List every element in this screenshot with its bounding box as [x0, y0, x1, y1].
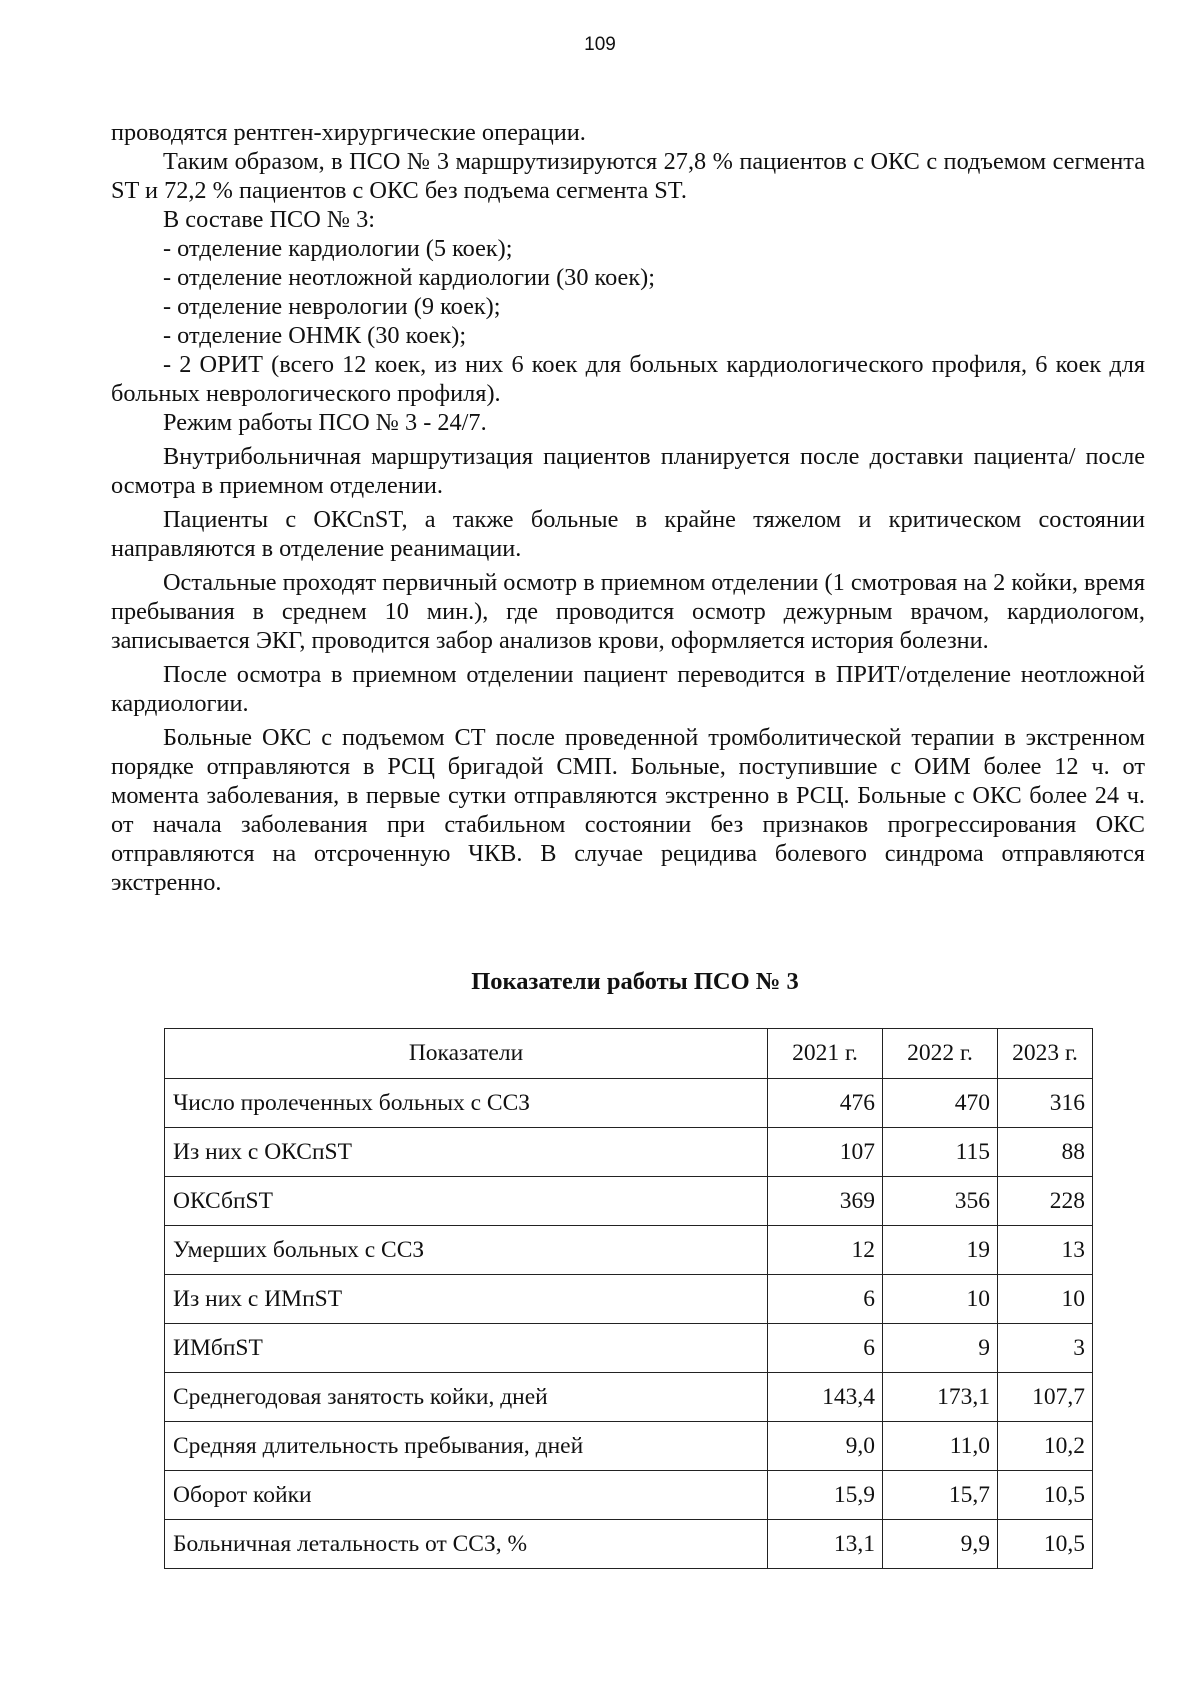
- cell-2023: 3: [998, 1324, 1093, 1373]
- cell-2023: 10,2: [998, 1422, 1093, 1471]
- paragraph: Больные ОКС с подъемом СТ после проведенной тромболитической терапии в экстренном порядке отправляются в РСЦ бригадой СМП. Больные, поступившие с ОИМ более 12 ч. от момента заболевания, в первые сутки отправляются экстренно в РСЦ. Больные с ОКС более 24 ч. от начала заболевания при стабильном состоянии без признаков прогрессирования ОКС отправляются на отсроченную ЧКВ. В случае рецидива болевого синдрома отправляются экстренно.: [111, 724, 1145, 896]
- cell-2023: 107,7: [998, 1373, 1093, 1422]
- row-label: Из них с ОКСпST: [165, 1128, 768, 1177]
- cell-2021: 13,1: [768, 1520, 883, 1569]
- header-2022: 2022 г.: [883, 1029, 998, 1079]
- table-row: [165, 1324, 1093, 1373]
- row-label: Умерших больных с ССЗ: [165, 1226, 768, 1275]
- cell-2021: 15,9: [768, 1471, 883, 1520]
- row-label: Больничная летальность от ССЗ, %: [165, 1520, 768, 1569]
- header-2023: 2023 г.: [998, 1029, 1093, 1079]
- list-item: - отделение неврологии (9 коек);: [163, 293, 501, 320]
- cell-2022: 11,0: [883, 1422, 998, 1471]
- paragraph: После осмотра в приемном отделении пациент переводится в ПРИТ/отделение неотложной кардиологии.: [111, 661, 1145, 717]
- row-label: ОКСбпST: [165, 1177, 768, 1226]
- table-row: [165, 1226, 1093, 1275]
- cell-2021: 476: [768, 1079, 883, 1128]
- row-label: Оборот койки: [165, 1471, 768, 1520]
- cell-2023: 228: [998, 1177, 1093, 1226]
- cell-2023: 10: [998, 1275, 1093, 1324]
- cell-2022: 9: [883, 1324, 998, 1373]
- header-indicators: Показатели: [165, 1029, 768, 1079]
- paragraph: Режим работы ПСО № 3 - 24/7.: [163, 409, 487, 436]
- row-label: ИМбпST: [165, 1324, 768, 1373]
- table-row: [165, 1520, 1093, 1569]
- table-row: [165, 1471, 1093, 1520]
- cell-2021: 107: [768, 1128, 883, 1177]
- paragraph: Внутрибольничная маршрутизация пациентов планируется после доставки пациента/ после осмотра в приемном отделении.: [111, 443, 1145, 499]
- cell-2021: 143,4: [768, 1373, 883, 1422]
- cell-2022: 9,9: [883, 1520, 998, 1569]
- table-row: [165, 1128, 1093, 1177]
- paragraph: Остальные проходят первичный осмотр в приемном отделении (1 смотровая на 2 койки, время пребывания в среднем 10 мин.), где проводится осмотр дежурным врачом, кардиологом, записывается ЭКГ, проводится забор анализов крови, оформляется история болезни.: [111, 569, 1145, 654]
- table-header-row: [165, 1029, 1093, 1079]
- table-row: [165, 1275, 1093, 1324]
- cell-2022: 115: [883, 1128, 998, 1177]
- cell-2022: 356: [883, 1177, 998, 1226]
- cell-2021: 6: [768, 1324, 883, 1373]
- list-item: - отделение неотложной кардиологии (30 коек);: [163, 264, 655, 291]
- cell-2023: 88: [998, 1128, 1093, 1177]
- table-row: [165, 1177, 1093, 1226]
- paragraph: Таким образом, в ПСО № 3 маршрутизируются 27,8 % пациентов с ОКС с подъемом сегмента ST и 72,2 % пациентов с ОКС без подъема сегмента ST.: [111, 148, 1145, 204]
- cell-2022: 10: [883, 1275, 998, 1324]
- table-row: [165, 1422, 1093, 1471]
- cell-2022: 15,7: [883, 1471, 998, 1520]
- row-label: Среднегодовая занятость койки, дней: [165, 1373, 768, 1422]
- cell-2023: 10,5: [998, 1471, 1093, 1520]
- header-2021: 2021 г.: [768, 1029, 883, 1079]
- table-row: [165, 1373, 1093, 1422]
- list-item: - 2 ОРИТ (всего 12 коек, из них 6 коек для больных кардиологического профиля, 6 коек для больных неврологического профиля).: [111, 351, 1145, 407]
- paragraph: Пациенты с ОКСnST, а также больные в крайне тяжелом и критическом состоянии направляются в отделение реанимации.: [111, 506, 1145, 562]
- paragraph: проводятся рентген-хирургические операции.: [111, 119, 586, 146]
- page-number: 109: [584, 34, 616, 55]
- list-item: - отделение кардиологии (5 коек);: [163, 235, 513, 262]
- cell-2022: 173,1: [883, 1373, 998, 1422]
- cell-2021: 6: [768, 1275, 883, 1324]
- row-label: Из них с ИМпST: [165, 1275, 768, 1324]
- stats-table: [164, 1028, 1093, 1569]
- list-item: - отделение ОНМК (30 коек);: [163, 322, 467, 349]
- paragraph: В составе ПСО № 3:: [163, 206, 376, 233]
- cell-2021: 369: [768, 1177, 883, 1226]
- row-label: Средняя длительность пребывания, дней: [165, 1422, 768, 1471]
- cell-2023: 10,5: [998, 1520, 1093, 1569]
- table-row: [165, 1079, 1093, 1128]
- cell-2022: 19: [883, 1226, 998, 1275]
- row-label: Число пролеченных больных с ССЗ: [165, 1079, 768, 1128]
- table-title: Показатели работы ПСО № 3: [471, 968, 799, 995]
- body-text: [111, 118, 1145, 897]
- cell-2023: 13: [998, 1226, 1093, 1275]
- cell-2021: 12: [768, 1226, 883, 1275]
- cell-2023: 316: [998, 1079, 1093, 1128]
- cell-2022: 470: [883, 1079, 998, 1128]
- cell-2021: 9,0: [768, 1422, 883, 1471]
